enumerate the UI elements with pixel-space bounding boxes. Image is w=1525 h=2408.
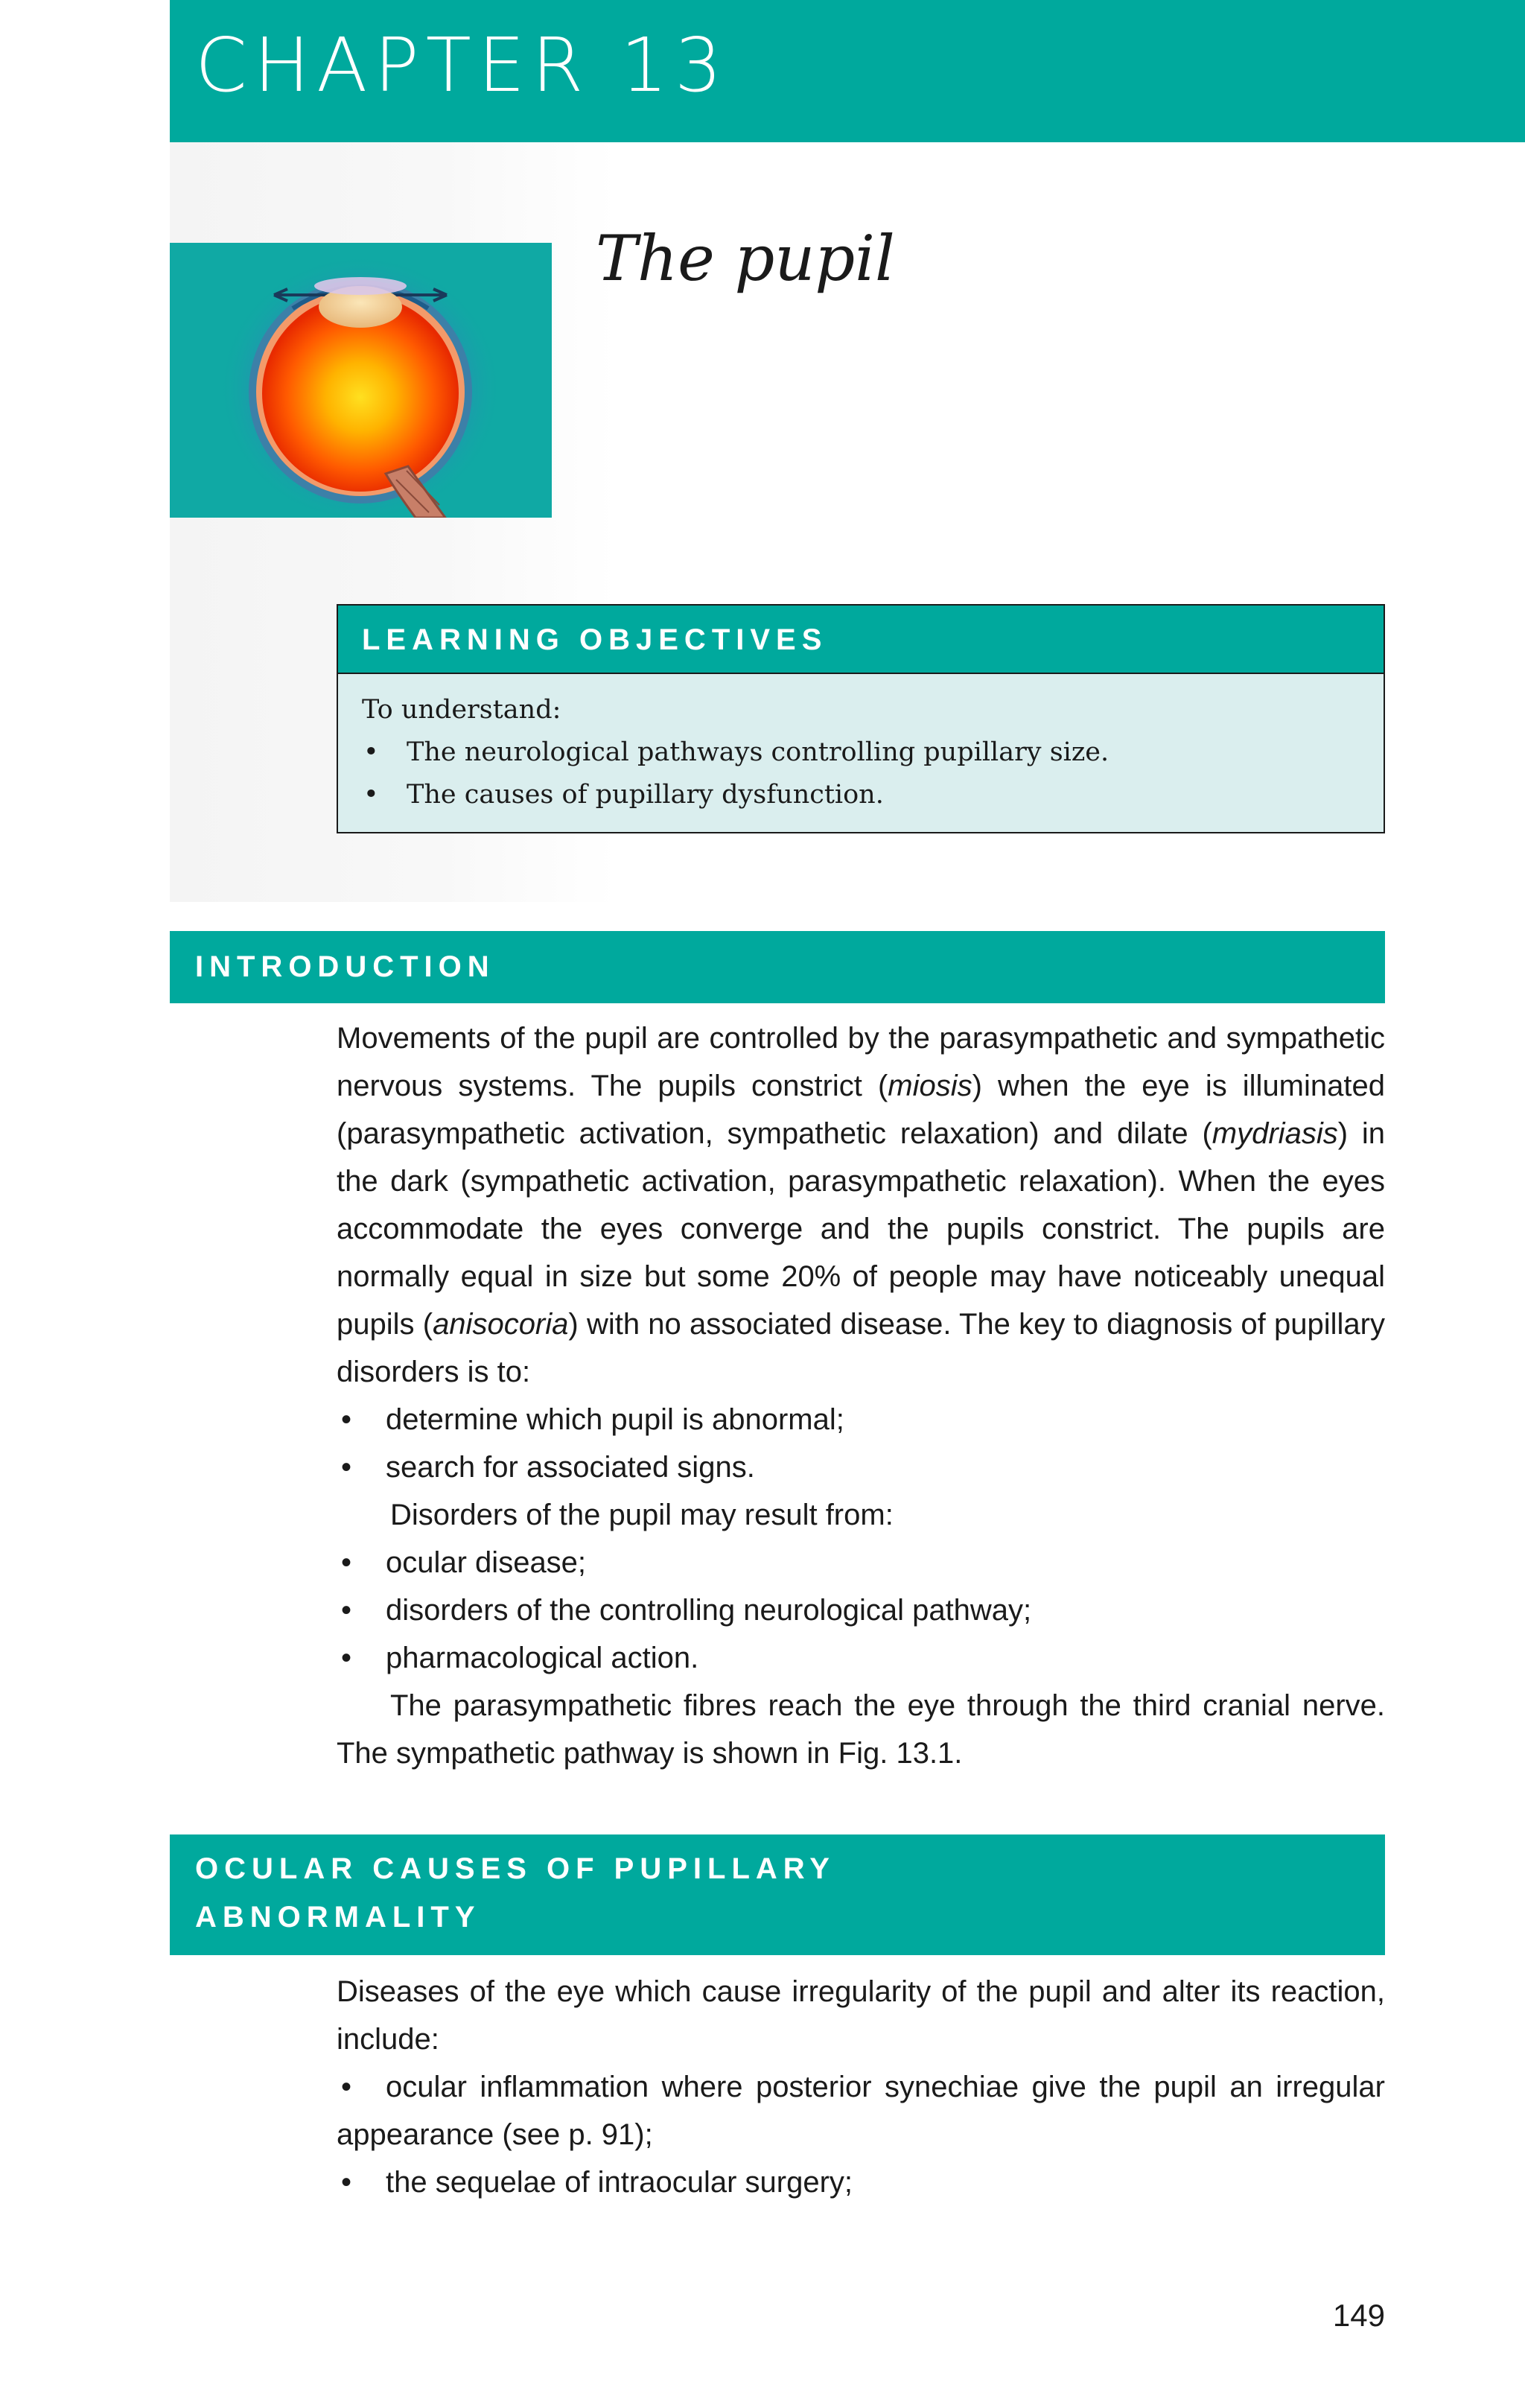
ocular-causes-heading-line1: OCULAR CAUSES OF PUPILLARY	[195, 1852, 835, 1885]
list-item: • disorders of the controlling neurological pathway;	[337, 1586, 1385, 1634]
list-item: • ocular disease;	[337, 1539, 1385, 1586]
ocular-causes-heading-line2: ABNORMALITY	[195, 1901, 481, 1934]
introduction-paragraph: Movements of the pupil are controlled by the parasympathetic and sympathetic nervous systems. The pupils constrict (miosis) when the eye is illuminated (parasympathetic activation, sympathetic relaxation) and dilate (mydriasis) in the dark (sympathetic activation, parasympathetic relaxation). When the eyes accommodate the eyes converge and the pupils constrict. The pupils are normally equal in size but some 20% of people may have noticeably unequal pupils (anisocoria) with no associated disease. The key to diagnosis of pupillary disorders is to:	[337, 1022, 1385, 1388]
diagnosis-list	[337, 1396, 1385, 1491]
list-item: • determine which pupil is abnormal;	[337, 1396, 1385, 1443]
introduction-body	[337, 1014, 1385, 1777]
page-title: The pupil	[596, 222, 895, 295]
learning-objective-item: • The neurological pathways controlling pupillary size.	[362, 731, 1109, 774]
ocular-causes-list	[337, 2063, 1385, 2206]
introduction-header	[170, 931, 1385, 1003]
disorders-list	[337, 1539, 1385, 1682]
list-item: • the sequelae of intraocular surgery;	[341, 2166, 853, 2199]
learning-objectives-body	[362, 689, 1109, 816]
learning-objectives-header	[338, 606, 1384, 674]
page-number: 149	[1332, 2298, 1385, 2333]
learning-objectives-heading: LEARNING OBJECTIVES	[362, 623, 828, 656]
eye-cross-section-icon	[170, 243, 552, 518]
parasympathetic-paragraph: The parasympathetic fibres reach the eye through the third cranial nerve. The sympathetic pathway is shown in Fig. 13.1.	[337, 1689, 1385, 1770]
ocular-causes-body	[337, 1968, 1385, 2206]
ocular-causes-header	[170, 1834, 1385, 1955]
ocular-causes-paragraph: Diseases of the eye which cause irregularity of the pupil and alter its reaction, include:	[337, 1975, 1385, 2056]
learning-objectives-box	[337, 604, 1385, 833]
list-item: • search for associated signs.	[337, 1443, 1385, 1491]
learning-objectives-intro: To understand:	[362, 695, 561, 725]
disorders-paragraph: Disorders of the pupil may result from:	[390, 1499, 894, 1531]
list-item: • ocular inflammation where posterior synechiae give the pupil an irregular appearance (see p. 91);	[337, 2071, 1385, 2151]
learning-objective-item: • The causes of pupillary dysfunction.	[362, 774, 1109, 816]
introduction-heading: INTRODUCTION	[195, 950, 495, 983]
chapter-label: CHAPTER 13	[195, 22, 729, 109]
list-item: • pharmacological action.	[337, 1634, 1385, 1682]
eye-illustration	[170, 243, 552, 518]
